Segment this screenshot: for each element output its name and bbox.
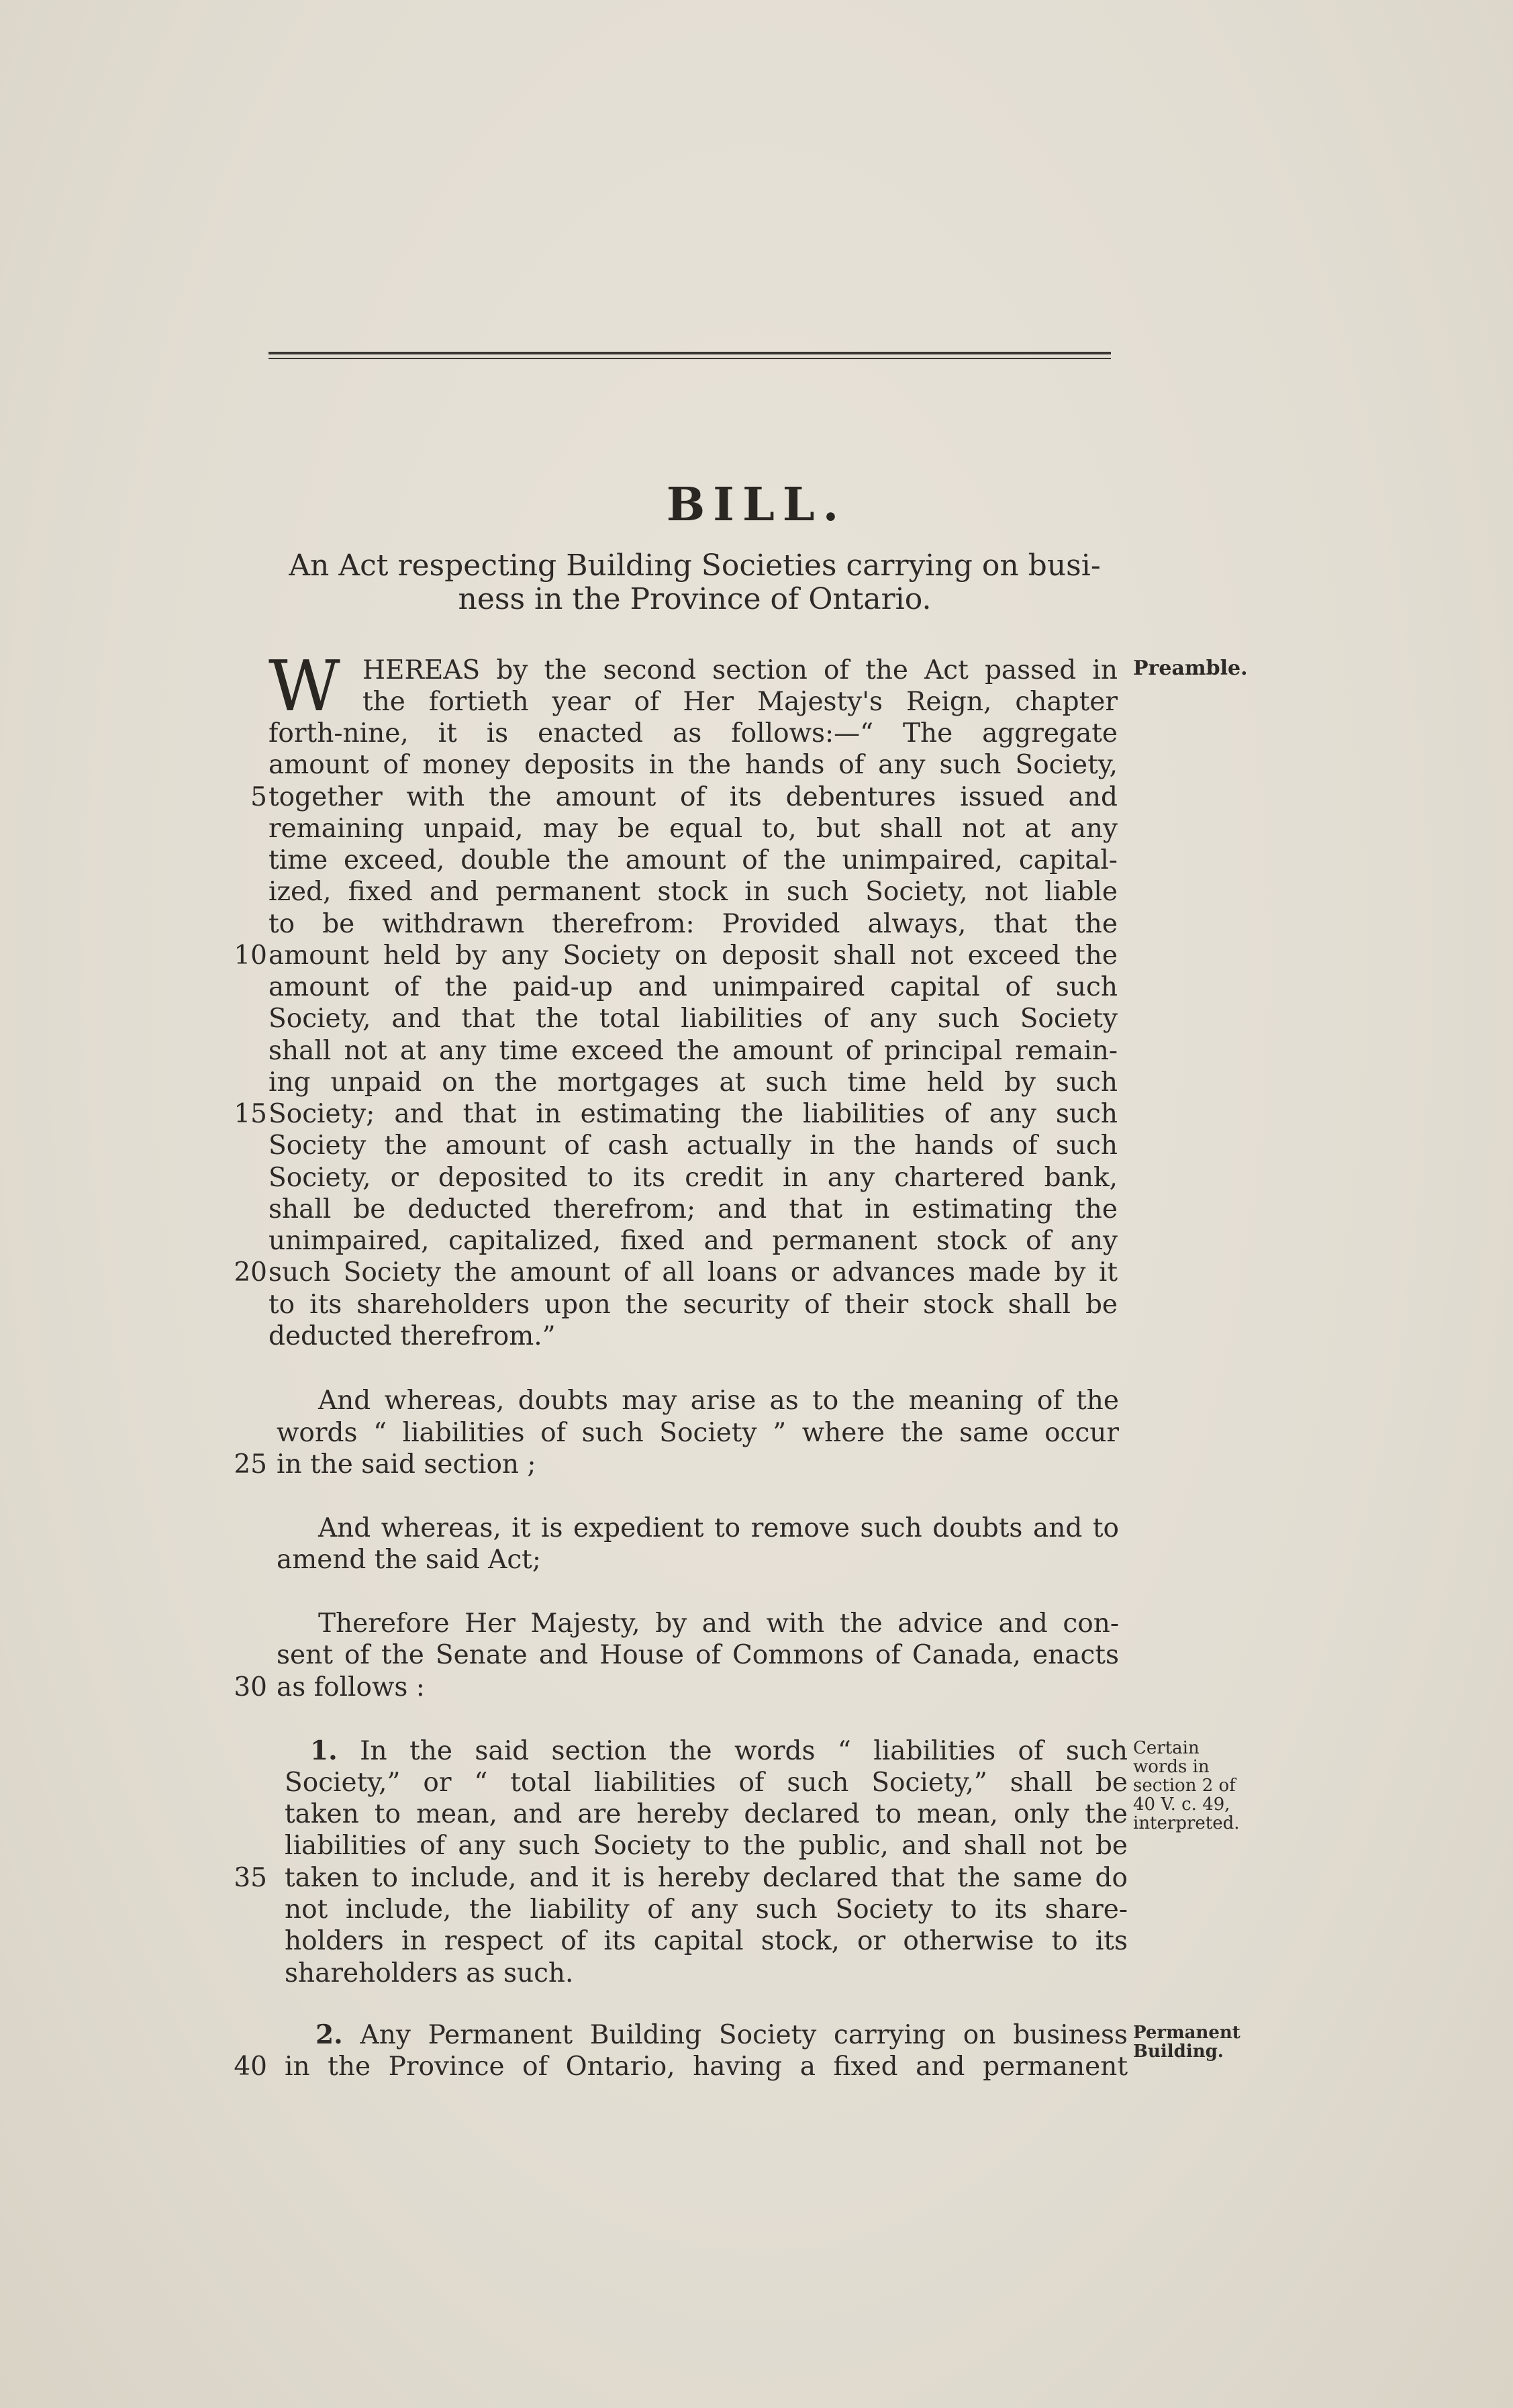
margin-note-section1: [1133, 1739, 1240, 1833]
margin-note-line: Certain: [1133, 1738, 1200, 1758]
section1-line: Society,” or “ total liabilities of such Society,” shall be: [285, 1768, 1128, 1798]
preamble-line: Society, and that the total liabilities of any such Society: [269, 1004, 1118, 1034]
section1-line: taken to include, and it is hereby declared that the same do: [285, 1863, 1128, 1893]
section2-line: in the Province of Ontario, having a fixed and permanent: [285, 2052, 1128, 2082]
header-double-rule: [269, 352, 1111, 354]
line-number: 40: [234, 2052, 267, 2082]
margin-note-section2: [1133, 2023, 1240, 2061]
preamble-line: Society, or deposited to its credit in any chartered bank,: [269, 1163, 1118, 1193]
margin-note-line: Building.: [1133, 2041, 1224, 2062]
preamble-line: ized, fixed and permanent stock in such Society, not liable: [269, 877, 1118, 907]
preamble-line: Society; and that in estimating the liabilities of any such: [269, 1099, 1118, 1129]
preamble-line: the fortieth year of Her Majesty's Reign, chapter: [362, 687, 1118, 717]
preamble-line: shall be deducted therefrom; and that in estimating the: [269, 1194, 1118, 1224]
bill-subtitle: [265, 549, 1124, 616]
whereas3-line: amend the said Act;: [277, 1545, 541, 1575]
preamble-line: ing unpaid on the mortgages at such time held by such: [269, 1067, 1118, 1098]
preamble-line: deducted therefrom.”: [269, 1321, 556, 1351]
enacting-line: Therefore Her Majesty, by and with the advice and con-: [318, 1608, 1119, 1639]
preamble-line: shall not at any time exceed the amount of principal remain-: [269, 1036, 1118, 1066]
section1-line: shareholders as such.: [285, 1958, 574, 1988]
margin-note-preamble: Preamble.: [1133, 657, 1248, 680]
whereas2-line: in the said section ;: [277, 1449, 536, 1480]
whereas3-line: And whereas, it is expedient to remove such doubts and to: [318, 1513, 1119, 1543]
preamble-line: amount held by any Society on deposit shall not exceed the: [269, 941, 1118, 971]
section1-line: taken to mean, and are hereby declared to mean, only the: [285, 1799, 1128, 1829]
margin-note-line: section 2 of: [1133, 1776, 1236, 1796]
enacting-line: as follows :: [277, 1672, 425, 1702]
margin-note-line: words in: [1133, 1757, 1210, 1777]
header-double-rule-thin: [269, 358, 1111, 359]
margin-note-line: 40 V. c. 49,: [1133, 1794, 1230, 1815]
preamble-line: remaining unpaid, may be equal to, but shall not at any: [269, 814, 1118, 844]
section1-line: holders in respect of its capital stock, or otherwise to its: [285, 1926, 1128, 1956]
section1-line: not include, the liability of any such Society to its share-: [285, 1894, 1128, 1925]
preamble-line: forth-nine, it is enacted as follows:—“ The aggregate: [269, 718, 1118, 749]
preamble-line: together with the amount of its debentures issued and: [269, 782, 1118, 812]
line-number: 30: [234, 1672, 267, 1702]
line-number: 25: [234, 1449, 267, 1480]
enacting-line: sent of the Senate and House of Commons of Canada, enacts: [277, 1640, 1119, 1670]
section2-text: Any Permanent Building Society carrying on business: [360, 2020, 1128, 2050]
margin-note-line: Permanent: [1133, 2023, 1240, 2043]
preamble-line: such Society the amount of all loans or advances made by it: [269, 1257, 1118, 1288]
line-number: 10: [234, 941, 267, 971]
section1-number: 1.: [310, 1735, 338, 1766]
preamble-line: amount of money deposits in the hands of any such Society,: [269, 750, 1118, 780]
dropcap-letter: W: [269, 645, 340, 727]
preamble-line: unimpaired, capitalized, fixed and permanent stock of any: [269, 1226, 1118, 1256]
section2-number: 2.: [315, 2019, 343, 2050]
preamble-line: to be withdrawn therefrom: Provided always, that the: [269, 909, 1118, 939]
subtitle-line: An Act respecting Building Societies carrying on busi-: [289, 548, 1101, 583]
whereas2-line: And whereas, doubts may arise as to the meaning of the: [318, 1386, 1119, 1416]
line-number: 5: [250, 782, 267, 812]
preamble-line: Society the amount of cash actually in the hands of such: [269, 1130, 1118, 1161]
margin-note-line: interpreted.: [1133, 1813, 1240, 1833]
line-number: 15: [234, 1099, 267, 1129]
line-number: 20: [234, 1257, 267, 1288]
preamble-line: time exceed, double the amount of the unimpaired, capital-: [269, 845, 1118, 875]
section1-text: In the said section the words “ liabilities of such: [360, 1736, 1128, 1766]
whereas2-line: words “ liabilities of such Society ” where the same occur: [277, 1418, 1119, 1448]
preamble-line: HEREAS by the second section of the Act passed in: [362, 655, 1118, 685]
bill-title: BILL.: [666, 478, 847, 532]
section1-line: [310, 1735, 1128, 1767]
section2-line: [315, 2019, 1128, 2051]
subtitle-line: ness in the Province of Ontario.: [458, 582, 932, 616]
section1-line: liabilities of any such Society to the public, and shall not be: [285, 1831, 1128, 1861]
preamble-line: amount of the paid-up and unimpaired capital of such: [269, 972, 1118, 1002]
line-number: 35: [234, 1863, 267, 1893]
preamble-line: to its shareholders upon the security of their stock shall be: [269, 1290, 1118, 1320]
